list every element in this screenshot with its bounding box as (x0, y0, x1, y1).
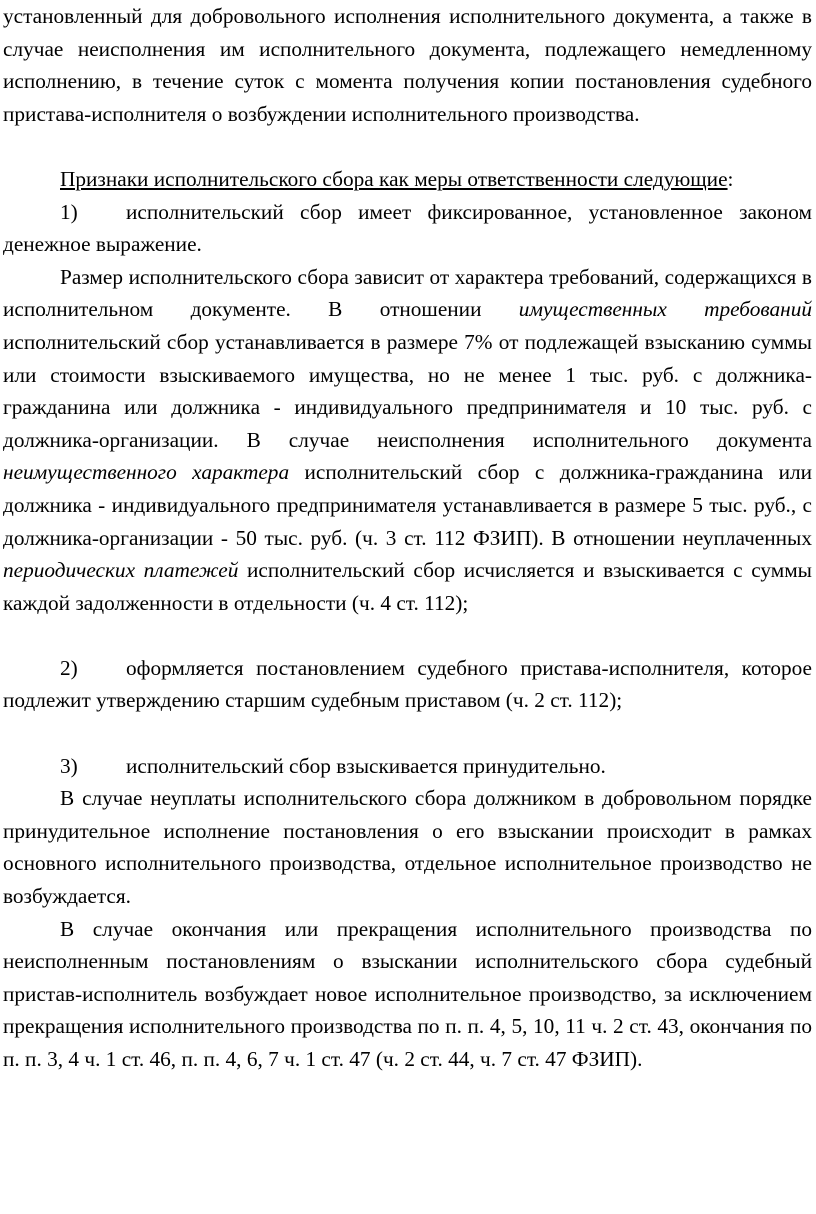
paragraph-intro-text: установленный для добровольного исполнения исполнительного документа, а также в случае неисполнения им исполнительного документа, подлежащего немедленному исполнению, в течение суток с момента получения копии постановления судебного пристава-исполнителя о возбуждении исполнительного производства. (3, 4, 812, 126)
paragraph-fee-size-text-2: исполнительский сбор устанавливается в размере 7% от подлежащей взысканию суммы или стоимости взыскиваемого имущества, но не менее 1 тыс. руб. с должника-гражданина или должника - индивидуального предпринимателя и 10 тыс. руб. с должника-организации. В случае неисполнения исполнительного документа (3, 329, 812, 452)
paragraph-fee-size-text-4: исполнительский сбор исчисляется и взыскивается с суммы каждой задолженности в отдельности (ч. 4 ст. 112); (3, 558, 812, 615)
list-item-2 (3, 652, 812, 717)
section-heading-underlined: Признаки исполнительского сбора как меры ответственности следующие (60, 166, 728, 191)
list-item-3-number: 3) (60, 753, 78, 778)
list-item-2-text: оформляется постановлением судебного пристава-исполнителя, которое подлежит утверждению старшим судебным приставом (ч. 2 ст. 112); (3, 655, 812, 713)
paragraph-fee-size-text-3: исполнительский сбор с должника-гражданина или должника - индивидуального предпринимателя устанавливается в размере 5 тыс. руб., с должника-организации - 50 тыс. руб. (ч. 3 ст. 112 ФЗИП). В отношении неуплаченных (3, 460, 812, 550)
paragraph-nonpayment (3, 782, 812, 912)
list-item-1-text: исполнительский сбор имеет фиксированное, установленное законом денежное выражение. (3, 199, 812, 257)
paragraph-intro (3, 0, 812, 130)
paragraph-termination (3, 913, 812, 1076)
section-heading (3, 163, 812, 196)
section-heading-colon: : (727, 166, 734, 191)
paragraph-fee-size-text-1: Размер исполнительского сбора зависит от характера требований, содержащихся в исполнительном документе. В отношении (3, 264, 812, 322)
paragraph-fee-size (3, 261, 812, 620)
paragraph-fee-size-italic-1: имущественных требований (518, 297, 812, 322)
list-item-2-number: 2) (60, 655, 78, 680)
list-item-3-text: исполнительский сбор взыскивается принудительно. (126, 753, 606, 778)
list-item-3 (3, 750, 812, 783)
paragraph-fee-size-italic-3: периодических платежей (3, 558, 239, 583)
paragraph-nonpayment-text: В случае неуплаты исполнительского сбора должником в добровольном порядке принудительное исполнение постановления о его взыскании происходит в рамках основного исполнительного производства, отдельное исполнительное производство не возбуждается. (3, 786, 812, 909)
paragraph-fee-size-italic-2: неимущественного характера (3, 460, 290, 485)
list-item-1-number: 1) (60, 199, 78, 224)
paragraph-termination-text: В случае окончания или прекращения исполнительного производства по неисполненным постановлениям о взыскании исполнительского сбора судебный пристав-исполнитель возбуждает новое исполнительное производство, за исключением прекращения исполнительного производства по п. п. 4, 5, 10, 11 ч. 2 ст. 43, окончания по п. п. 3, 4 ч. 1 ст. 46, п. п. 4, 6, 7 ч. 1 ст. 47 (ч. 2 ст. 44, ч. 7 ст. 47 ФЗИП). (3, 916, 812, 1071)
list-item-1 (3, 196, 812, 261)
